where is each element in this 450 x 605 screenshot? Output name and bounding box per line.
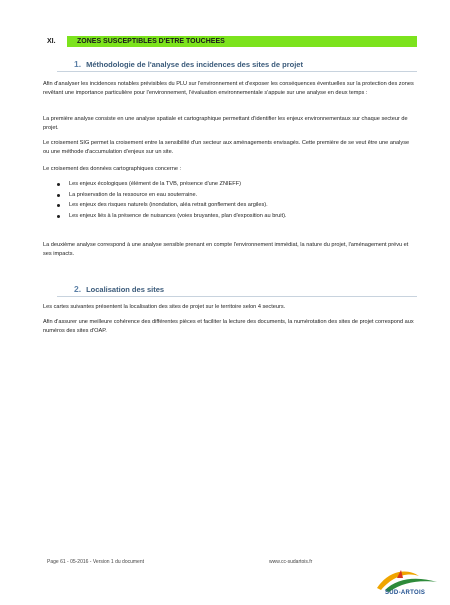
list-item: Les enjeux des risques naturels (inondation, aléa retrait gonflement des argiles). [55, 200, 415, 211]
list-item: Les enjeux liés à la présence de nuisances (voies bruyantes, plan d'exposition au bruit). [55, 211, 415, 222]
section-number: 2. [74, 284, 82, 294]
paragraph-second-analysis: La deuxième analyse correspond à une analyse sensible prenant en compte l'environnement immédiat, la nature du projet, l'aménagement prévu et ses impacts. [43, 242, 409, 257]
footer-website-link[interactable]: www.cc-sudartois.fr [269, 559, 313, 565]
section-number: 1. [74, 59, 82, 69]
section-title: Méthodologie de l'analyse des incidences des sites de projet [86, 59, 303, 69]
list-item: Les enjeux écologiques (élément de la TVB, présence d'une ZNIEFF) [55, 179, 415, 190]
logo-text: SUD-ARTOIS [385, 590, 426, 596]
section-rule [57, 71, 417, 72]
section-heading-methodology [47, 56, 417, 72]
chapter-heading [47, 36, 417, 47]
paragraph-sig-crossing: Le croisement SIG permet la croisement entre la sensibilité d'un secteur aux aménagements envisagés. Cette première de se veut être une analyse ou une méthode d'accumulation d'enjeux sur un site. [43, 140, 410, 155]
page-footer [47, 559, 347, 567]
paragraph-first-analysis: La première analyse consiste en une analyse spatiale et cartographique permettant d'identifier les enjeux environnementaux sur chaque secteur de projet. [43, 116, 408, 131]
chapter-title: ZONES SUSCEPTIBLES D'ETRE TOUCHEES [67, 36, 417, 47]
sud-artois-logo [367, 566, 447, 600]
section-title: Localisation des sites [86, 284, 165, 294]
paragraph-maps: Les cartes suivantes présentent la localisation des sites de projet sur le territoire selon 4 secteurs. [43, 304, 286, 310]
section-heading-location [47, 281, 417, 297]
chapter-number: XI. [47, 38, 56, 45]
paragraph-numbering: Afin d'assurer une meilleure cohérence des différentes pièces et faciliter la lecture des documents, la numérotation des sites de projet correspond aux numéros des sites d'OAP. [43, 319, 414, 334]
section-rule [57, 296, 417, 297]
list-item: La préservation de la ressource en eau souterraine. [55, 190, 415, 201]
bullet-list [55, 179, 415, 221]
paragraph-intro: Afin d'analyser les incidences notables prévisibles du PLU sur l'environnement et d'exposer les conséquences éventuelles sur la protection des zones revêtant une importance particulière pour l'environnement, l'évaluation environnementale s'appuie sur une analyse en deux temps : [43, 81, 414, 96]
footer-page-info: Page 61 - 05-2016 - Version 1 du document [47, 559, 145, 565]
paragraph-data-crossing: Le croisement des données cartographiques concerne : [43, 166, 182, 172]
